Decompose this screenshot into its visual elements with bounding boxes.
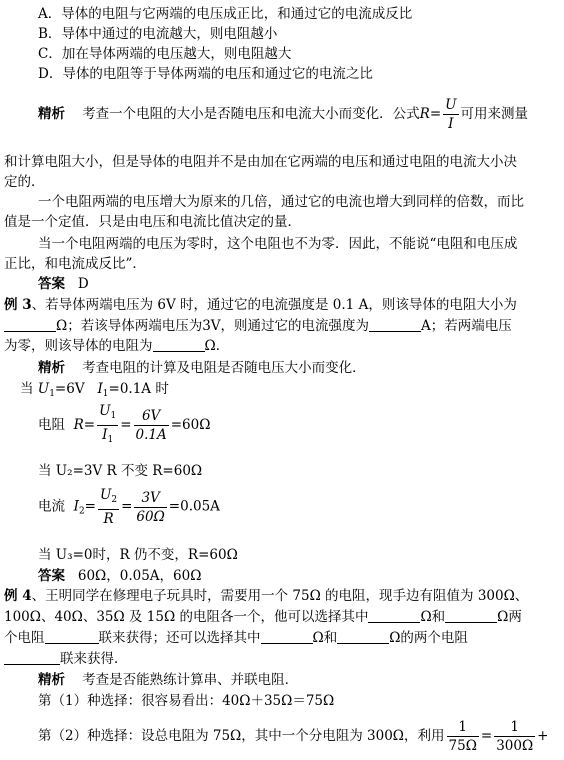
q4-text: Ω和: [420, 609, 446, 625]
analysis-label: 精析: [38, 672, 65, 688]
q4-text: Ω两: [497, 609, 522, 625]
formula-fraction: [494, 718, 535, 755]
q3-given-2: 当 U₂=3V R 不变 R=60Ω: [38, 463, 203, 479]
formula-numerator: 1: [510, 719, 519, 735]
formula-eq: =: [120, 417, 132, 433]
q2-analysis-line5: 值是一个定值．只是由电压和电流比值决定的量．: [4, 214, 301, 230]
q3-text: 为零，则该导体的电阻为: [4, 338, 153, 354]
q3-text: 、若导体两端电压为 6V 时，通过它的电流强度是 0.1 A，则该导体的电阻大小为: [31, 297, 517, 313]
formula-label: 电阻: [38, 417, 65, 433]
q3-given-3: 当 U₃=0时，R 仍不变，R=60Ω: [38, 547, 238, 563]
answer-value: D: [77, 276, 89, 292]
q3-line2: [4, 314, 564, 334]
analysis-text: 可用来测量: [460, 106, 529, 122]
q3-given-1: [20, 377, 564, 399]
answer-blank[interactable]: [4, 317, 56, 332]
formula-numerator-sub: 2: [111, 495, 118, 505]
q2-analysis-line1: [38, 96, 564, 133]
q2-analysis-line7: 正比，和电流成反比”．: [4, 256, 146, 272]
formula-denominator: R: [98, 509, 119, 528]
analysis-label: 精析: [38, 360, 65, 376]
answer-blank[interactable]: [153, 337, 205, 352]
answer-blank[interactable]: [45, 629, 99, 644]
given-prefix: 当: [20, 381, 34, 397]
formula-eq: =: [83, 417, 96, 433]
q4-text: 个电阻: [4, 630, 45, 646]
formula-numerator: U: [99, 487, 112, 503]
answer-blank[interactable]: [4, 650, 60, 665]
formula-fraction-values: [134, 407, 169, 444]
formula-eq: =: [84, 498, 96, 515]
formula-denominator: 0.1A: [135, 427, 167, 443]
q2-analysis-line4: 一个电阻两端的电压增大为原来的几倍，通过它的电流也增大到同样的倍数，而比: [38, 194, 524, 210]
answer-blank[interactable]: [337, 629, 389, 644]
choice-text: 第（2）种选择：设总电阻为 75Ω，其中一个分电阻为 300Ω，利用: [38, 728, 445, 744]
q4-analysis: [38, 668, 564, 688]
q2-answer: [38, 272, 564, 292]
formula-fraction-values: [134, 489, 166, 526]
q4-line1: [4, 584, 564, 604]
q4-line3: [4, 626, 564, 646]
example-label: 例 3: [4, 297, 32, 313]
formula-numerator: U: [99, 403, 111, 419]
q4-text: Ω和: [312, 630, 338, 646]
q4-choice-1: 第（1）种选择：很容易看出：40Ω＋35Ω＝75Ω: [38, 693, 335, 709]
q3-current-formula: [38, 486, 564, 528]
given-u-value: =6V: [54, 381, 85, 397]
answer-label: 答案: [38, 276, 65, 292]
option-c: C．加在导体两端的电压越大，则电阻越大: [38, 46, 292, 62]
q3-line1: [4, 293, 564, 313]
option-b: B．导体中通过的电流越大，则电阻越小: [38, 26, 278, 42]
q2-analysis-line6: 当一个电阻两端的电压为零时，这个电阻也不为零．因此，不能说“电阻和电压成: [38, 236, 518, 252]
formula-i: I: [73, 498, 79, 515]
formula-numerator: U: [445, 97, 457, 113]
given-i-sub: 1: [102, 389, 109, 399]
formula-denominator: I: [102, 427, 108, 443]
q3-resistance-formula: [38, 402, 564, 449]
formula-denominator: I: [443, 114, 458, 133]
example-label: 例 4: [4, 588, 32, 604]
formula-result: =0.05A: [168, 498, 220, 515]
formula-numerator: 6V: [141, 408, 161, 424]
answer-label: 答案: [38, 568, 65, 584]
formula-label: 电流: [38, 498, 65, 515]
formula-numerator: 1: [458, 719, 467, 735]
q3-text: Ω；若该导体两端电压为3V，则通过它的电流强度为: [56, 318, 370, 334]
q4-line4: [4, 647, 564, 667]
answer-blank[interactable]: [445, 608, 497, 623]
q2-analysis-line3: 定的．: [4, 174, 45, 190]
q4-choice-2: [38, 718, 564, 755]
q4-text: 100Ω、40Ω、35Ω 及 15Ω 的电阻各一个，他可以选择其中: [4, 609, 369, 625]
formula-denominator: 75Ω: [448, 738, 477, 754]
given-i: I: [97, 381, 103, 397]
q2-analysis-line2: 和计算电阻大小，但是导体的电阻并不是由加在它两端的电压和通过电阻的电流大小决: [4, 154, 517, 170]
q4-text: 、王明同学在修理电子玩具时，需要用一个 75Ω 的电阻，现手边有阻值为 300Ω、: [31, 588, 529, 604]
q4-text: 联来获得．: [60, 651, 128, 667]
given-u: U: [37, 381, 50, 397]
answer-blank[interactable]: [261, 629, 313, 644]
formula-denominator-sub: 1: [107, 435, 114, 445]
answer-blank[interactable]: [369, 317, 421, 332]
formula-eq: =: [121, 498, 133, 515]
formula-fraction: [98, 486, 119, 528]
analysis-text: 考查是否能熟练计算串、并联电阻．: [82, 672, 299, 688]
formula-result: =60Ω: [170, 417, 211, 433]
formula-fraction: [97, 402, 118, 449]
q3-text: A；若两端电压: [421, 318, 512, 334]
q3-answer: [38, 564, 564, 584]
formula-r: R: [73, 417, 84, 433]
q3-line3: [4, 334, 564, 354]
formula-eq: =: [429, 106, 442, 122]
option-d: D．导体的电阻等于导体两端的电压和通过它的电流之比: [38, 66, 373, 82]
q4-line2: [4, 605, 564, 625]
answer-value: 60Ω，0.05A，60Ω: [77, 568, 202, 584]
option-a: A．导体的电阻与它两端的电压成正比，和通过它的电流成反比: [38, 6, 413, 22]
formula-r: R: [419, 106, 430, 122]
formula-fraction: [443, 96, 458, 133]
q3-analysis: [38, 356, 564, 376]
answer-blank[interactable]: [368, 608, 420, 623]
formula-denominator: 300Ω: [496, 738, 534, 754]
formula-numerator-sub: 1: [110, 411, 117, 421]
q4-text: 联来获得；还可以选择其中: [98, 630, 261, 646]
formula-denominator: 60Ω: [136, 508, 165, 525]
formula-plus: +: [537, 728, 549, 744]
formula-eq: =: [480, 728, 493, 744]
formula-numerator: 3V: [141, 489, 160, 506]
given-i-value: =0.1A 时: [108, 381, 169, 397]
formula-i-sub: 2: [78, 506, 85, 517]
formula-fraction: [447, 718, 479, 755]
analysis-text: 考查一个电阻的大小是否随电压和电流大小而变化．公式: [82, 106, 420, 122]
q4-text: Ω的两个电阻: [389, 630, 468, 646]
q3-text: Ω．: [204, 338, 230, 354]
analysis-text: 考查电阻的计算及电阻是否随电压大小而变化．: [82, 360, 366, 376]
analysis-label: 精析: [38, 106, 65, 122]
given-u-sub: 1: [49, 389, 55, 399]
